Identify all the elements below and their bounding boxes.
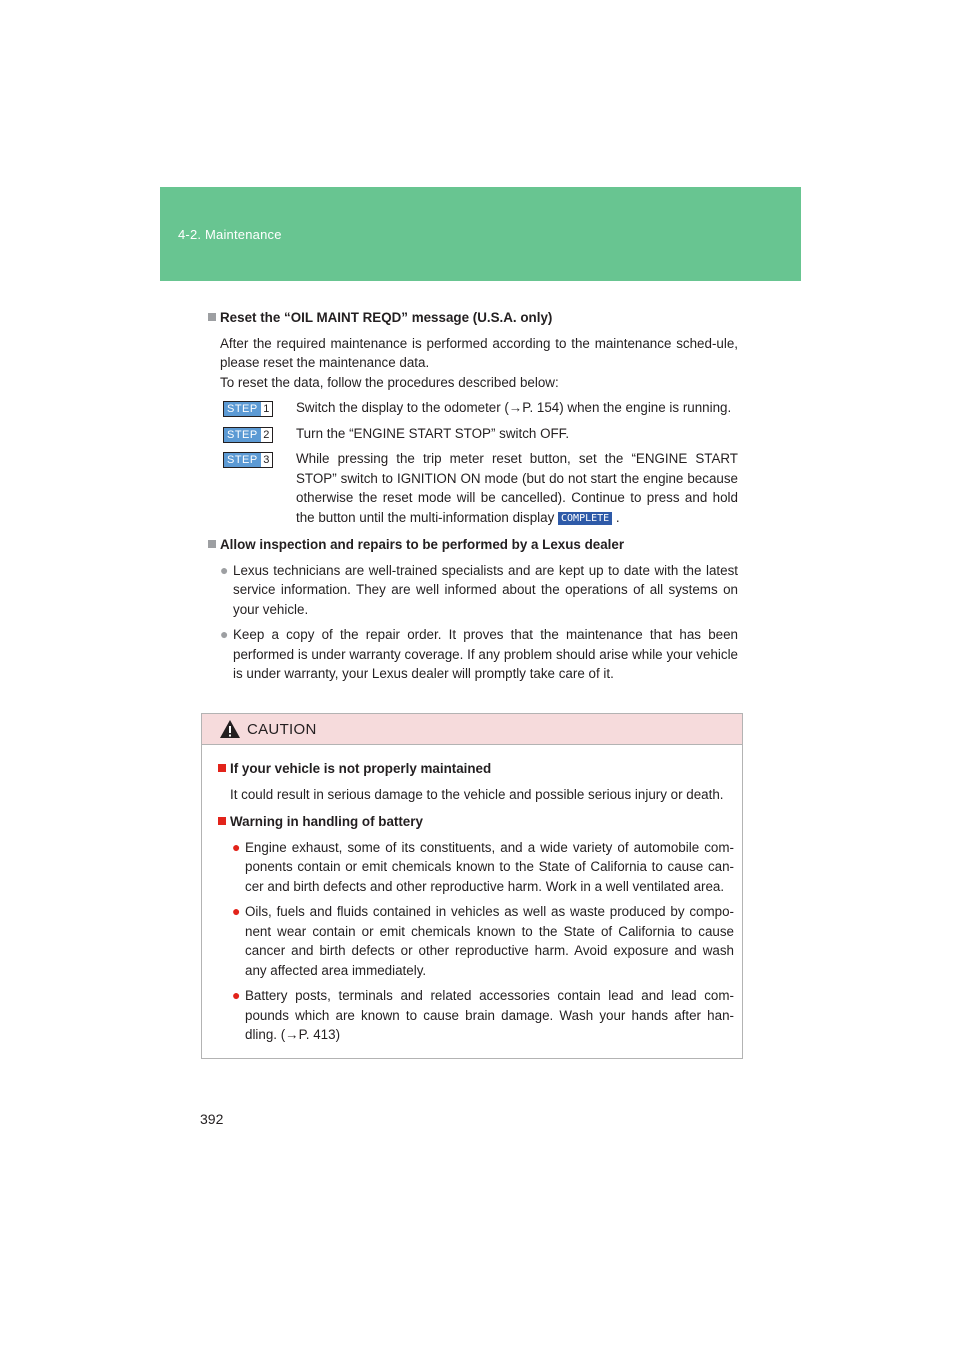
caution-text-1: It could result in serious damage to the vehicle and possible serious injury or death.	[230, 786, 724, 802]
section-label: 4-2. Maintenance	[178, 227, 282, 242]
step-text: Turn the “ENGINE START STOP” switch OFF.	[296, 425, 570, 441]
square-bullet-icon	[208, 540, 216, 548]
round-bullet-icon: ●	[220, 561, 229, 578]
round-bullet-icon: ●	[232, 987, 241, 1003]
reset-intro: After the required maintenance is performed according to the maintenance sched-ule, please reset the maintenance data.	[220, 335, 738, 370]
list-item: ● Oils, fuels and fluids contained in vehicles as well as waste produced by compo-nent wear contain or emit chemicals known to the State of California to cause cancer and birth defects or other reproductive harm. Avoid exposure and wash any affected area immediately.	[218, 902, 734, 980]
step-item	[208, 424, 738, 444]
step-badge: STEP 3	[223, 452, 273, 468]
square-bullet-icon	[218, 817, 226, 825]
step-item	[208, 449, 738, 527]
dealer-heading: Allow inspection and repairs to be performed by a Lexus dealer	[208, 535, 738, 555]
step-item	[208, 398, 738, 418]
page-number: 392	[200, 1111, 224, 1127]
round-bullet-icon: ●	[232, 838, 241, 855]
list-item: ● Engine exhaust, some of its constituents, and a wide variety of automobile com-ponents contain or emit chemicals known to the State of California to cause can-cer and birth defects and other reproductive harm. Work in a well ventilated area.	[218, 838, 734, 897]
list-item: ● Battery posts, terminals and related accessories contain lead and lead com-pounds which are known to cause brain damage. Wash your hands after han-dling. (→P. 413)	[218, 986, 734, 1045]
step-text: Switch the display to the odometer (→P. 154) when the engine is running.	[296, 400, 732, 415]
complete-display: COMPLETE	[558, 512, 612, 525]
list-item: ● Lexus technicians are well-trained specialists and are kept up to date with the latest service information. They are well informed about the operations of all systems on your vehicle.	[208, 561, 738, 620]
step-text: While pressing the trip meter reset button, set the “ENGINE START STOP” switch to IGNITION ON mode (but do not start the engine because otherwise the reset mode will be cancelled). Continue to press and hold the button until the multi-information display COMPLETE .	[296, 451, 738, 525]
step-badge: STEP 2	[223, 427, 273, 443]
caution-heading-1: If your vehicle is not properly maintained	[218, 759, 734, 779]
round-bullet-icon: ●	[232, 903, 241, 919]
square-bullet-icon	[208, 313, 216, 321]
reset-intro-2: To reset the data, follow the procedures described below:	[220, 374, 559, 390]
caution-header	[202, 714, 742, 745]
round-bullet-icon: ●	[220, 626, 229, 642]
caution-body	[202, 745, 742, 1045]
step-badge: STEP 1	[223, 401, 273, 417]
caution-box	[201, 713, 743, 1059]
reset-heading: Reset the “OIL MAINT REQD” message (U.S.A. only)	[208, 308, 738, 328]
caution-title: CAUTION	[247, 720, 317, 738]
main-content	[208, 308, 738, 684]
header-band	[160, 187, 801, 281]
square-bullet-icon	[218, 764, 226, 772]
list-item: ● Keep a copy of the repair order. It proves that the maintenance that has been performed is under warranty coverage. If any problem should arise while your vehicle is under warranty, your Lexus dealer will promptly take care of it.	[208, 625, 738, 684]
warning-triangle-icon	[219, 719, 241, 739]
caution-heading-2: Warning in handling of battery	[218, 812, 734, 832]
